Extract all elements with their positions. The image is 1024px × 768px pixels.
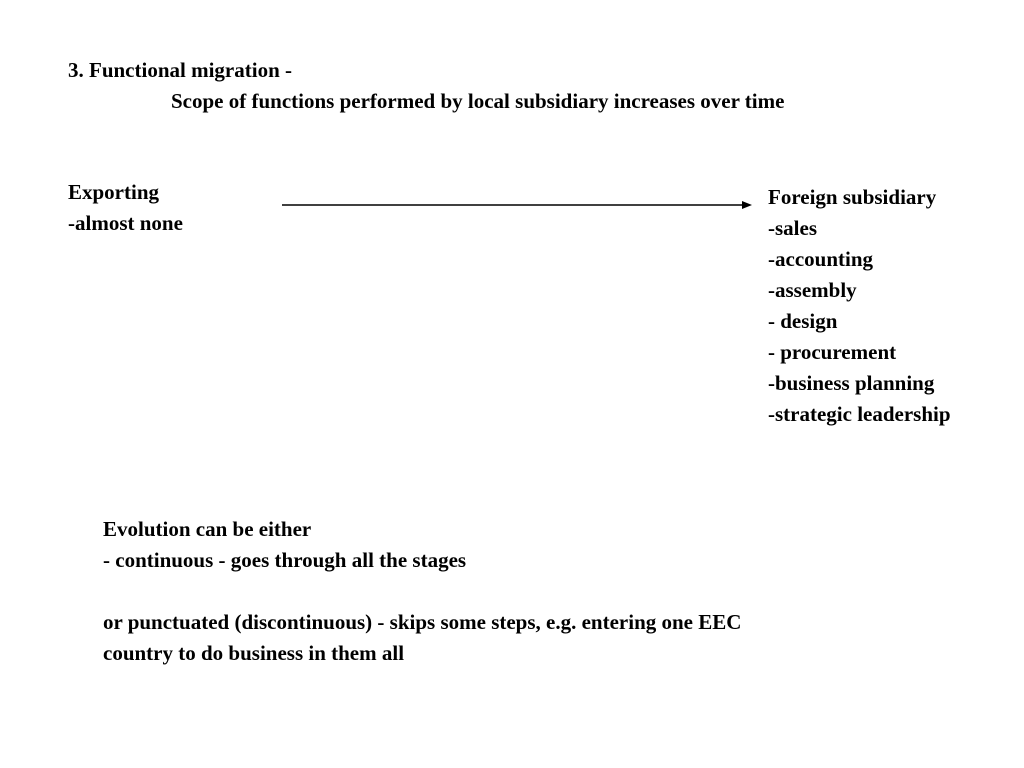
foreign-subsidiary-title: Foreign subsidiary (768, 185, 937, 209)
evolution-intro: Evolution can be either (103, 517, 312, 541)
evolution-punctuated-line-2: country to do business in them all (103, 641, 405, 665)
evolution-punctuated-line-1: or punctuated (discontinuous) - skips some steps, e.g. entering one EEC (103, 610, 742, 634)
function-item: -accounting (768, 247, 873, 271)
evolution-continuous: - continuous - goes through all the stages (103, 548, 467, 572)
function-item: - procurement (768, 340, 897, 364)
exporting-title: Exporting (68, 180, 160, 204)
blank-line (103, 576, 741, 607)
function-item: -strategic leadership (768, 402, 951, 426)
evolution-notes (103, 514, 741, 669)
exporting-detail: -almost none (68, 211, 183, 235)
foreign-subsidiary-stage (768, 182, 951, 430)
slide-heading: 3. Functional migration - (68, 58, 292, 82)
function-item: -assembly (768, 278, 857, 302)
function-item: -sales (768, 216, 817, 240)
slide-subheading: Scope of functions performed by local subsidiary increases over time (171, 89, 785, 113)
exporting-stage (68, 177, 183, 239)
function-item: - design (768, 309, 838, 333)
function-item: -business planning (768, 371, 935, 395)
right-arrow-icon (282, 198, 752, 212)
